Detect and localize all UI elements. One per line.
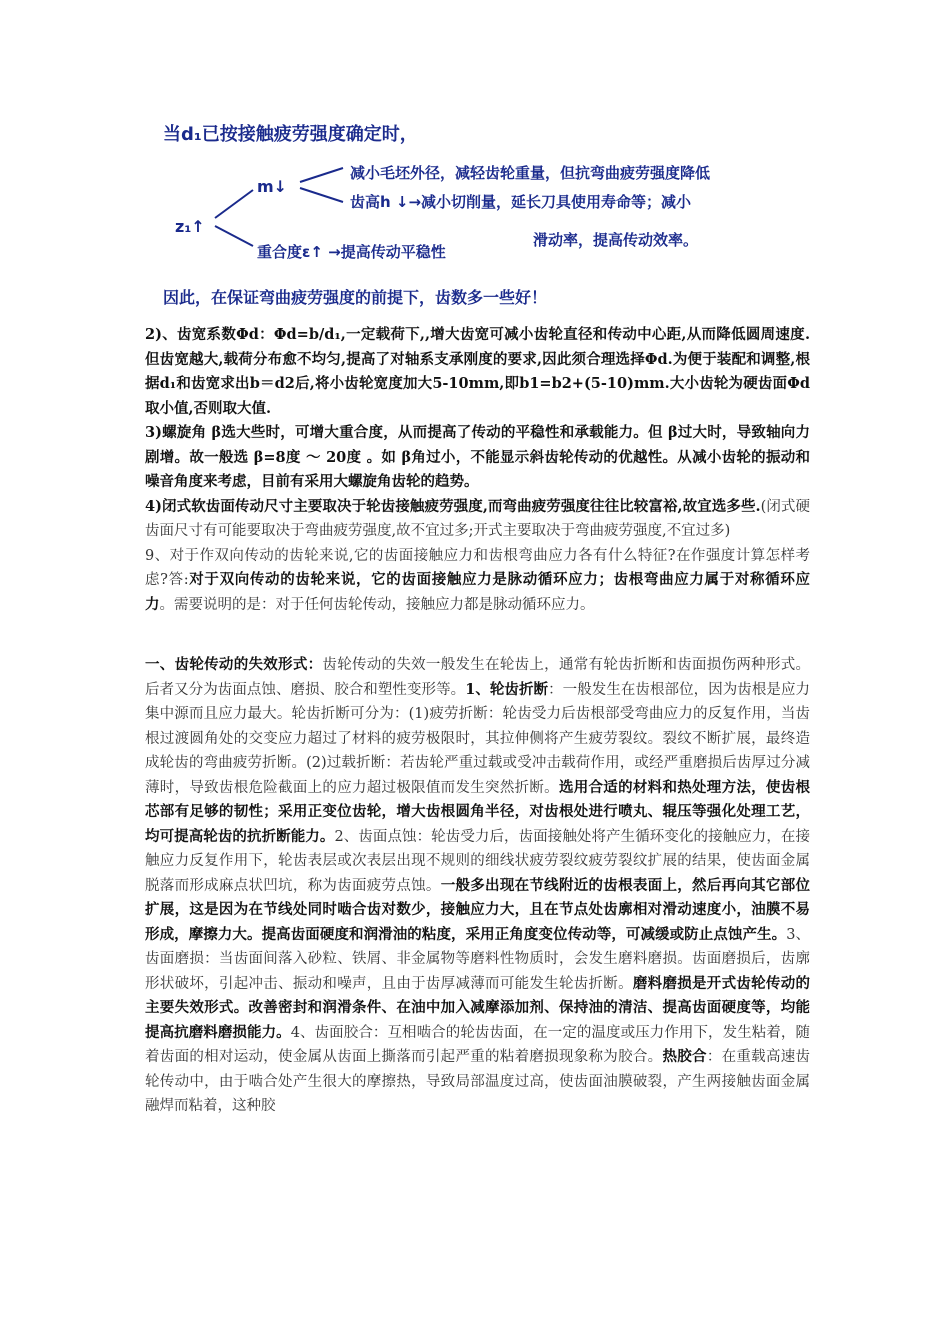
diagram-title: 当d₁已按接触疲劳强度确定时，	[163, 124, 418, 145]
z1-label: z₁↑	[175, 217, 205, 236]
arrow-m-to-bottom	[300, 188, 343, 202]
s2-text: 齿轮传动的失效一般发生在轮齿上，通常有轮齿折断和齿面损伤两种形式。后者又分为齿面点蚀、磨损、胶合和塑性变形等。	[145, 657, 811, 698]
branch-m-bottom: 齿高h ↓→减小切削量，延长刀具使用寿命等；减小	[350, 193, 692, 211]
s8-wear: 3、齿面磨损：当齿面间落入砂粒、铁屑、非金属物等磨料性物质时，会发生磨料磨损。齿面磨损后，齿廓形状破坏，引起冲击、振动和噪声，且由于齿厚减薄而可能发生轮齿折断。	[145, 926, 811, 992]
s6-pitting: 2、齿面点蚀：轮齿受力后，齿面接触处将产生循环变化的接触应力，在接触应力反复作用下，轮齿表层或次表层出现不规则的细线状疲劳裂纹疲劳裂纹扩展的结果，使齿面金属脱落而形成麻点状凹坑，称为齿面疲劳点蚀。	[145, 828, 810, 894]
para4-bold: 4)闭式软齿面传动尺寸主要取决于轮齿接触疲劳强度,而弯曲疲劳强度往往比较富裕,故宜选多些.	[145, 497, 761, 515]
s10-scuffing: 4、齿面胶合：互相啮合的轮齿齿面，在一定的温度或压力作用下，发生粘着，随着齿面的相对运动，使金属从齿面上撕落而引起严重的粘着磨损现象称为胶合。	[145, 1024, 810, 1065]
arrow-z1-to-m	[215, 190, 253, 218]
para-question-9	[145, 544, 810, 618]
s7-bold: 一般多出现在节线附近的齿根表面上，然后再向其它部位扩展，这是因为在节线处同时啮合齿对数少，接触应力大，且在节点处齿廓相对滑动速度小，油膜不易形成，摩擦力大。提高齿面硬度和润滑油的粘度，采用正角度变位传动等，可减缓或防止点蚀产生。	[145, 876, 811, 943]
section-gear-failure-modes	[145, 653, 810, 1119]
branch-m-top: 减小毛坯外径，减轻齿轮重量，但抗弯曲疲劳强度降低	[350, 164, 711, 182]
m-label: m↓	[257, 177, 288, 196]
s3-tooth-breakage: 1、轮齿折断	[465, 680, 549, 698]
arrow-z1-to-eps	[215, 226, 253, 246]
s12-text: ：在重载高速齿轮传动中，由于啮合处产生很大的摩擦热，导致局部温度过高，使齿面油膜破裂，产生两接触齿面金属融焊而粘着，这种胶	[145, 1049, 811, 1114]
q9-answer-bold: 对于双向传动的齿轮来说，它的齿面接触应力是脉动循环应力；齿根弯曲应力属于对称循环应力	[145, 571, 810, 613]
s4-text: ：一般发生在齿根部位，因为齿根是应力集中源而且应力最大。轮齿折断可分为：(1)疲劳折断：轮齿受力后齿根部受弯曲应力的反复作用，当齿根过渡圆角处的交变应力超过了材料的疲劳极限时，其拉伸侧将产生疲劳裂纹。裂纹不断扩展，最终造成轮齿的弯曲疲劳折断。(2)过载折断：若齿轮严重过载或受冲击载荷作用，或经严重磨损后齿厚过分减薄时，导致齿根危险截面上的应力超过极限值而发生突然折断。	[145, 681, 811, 796]
q9-answer-tail: 。需要说明的是：对于任何齿轮传动，接触应力都是脉动循环应力。	[159, 596, 595, 613]
branch-m-bottom-2: 滑动率，提高传动效率。	[533, 231, 699, 249]
arrow-m-to-top	[300, 168, 343, 182]
para-helix-angle: 3)螺旋角 β选大些时，可增大重合度，从而提高了传动的平稳性和承载能力。但 β过大时，导致轴向力剧增。故一般选 β=8度 ～ 20度 。如 β角过小，不能显示斜齿轮传动的优越性。从减小齿轮的振动和噪音角度来考虑，目前有采用大螺旋角齿轮的趋势。	[145, 424, 810, 490]
s1-heading: 一、齿轮传动的失效形式：	[145, 656, 323, 673]
branch-eps: 重合度ε↑ →提高传动平稳性	[257, 243, 446, 261]
s11-hot-scuffing: 热胶合	[662, 1048, 707, 1065]
gear-teeth-diagram	[145, 110, 815, 310]
para4-normal: (闭式硬齿面尺寸有可能要取决于弯曲疲劳强度,故不宜过多;开式主要取决于弯曲疲劳强度,不宜过多)	[145, 498, 810, 539]
para-face-width-coefficient: 2)、齿宽系数Φd：Φd=b/d₁,一定载荷下,,增大齿宽可减小齿轮直径和传动中心距,从而降低圆周速度.但齿宽越大,载荷分布愈不均匀,提高了对轴系支承刚度的要求,因此须合理选择Φd.为便于装配和调整,根据d₁和齿宽求出b＝d2后,将小齿轮宽度加大5-10mm,即b1=b2+(5-10)mm.大小齿轮为硬齿面Φd取小值,否则取大值.	[145, 326, 810, 417]
diagram-conclusion: 因此，在保证弯曲疲劳强度的前提下，齿数多一些好！	[163, 288, 548, 307]
document-body	[145, 323, 810, 1119]
section-gap	[145, 617, 810, 653]
q9-question: 9、对于作双向传动的齿轮来说,它的齿面接触应力和齿根弯曲应力各有什么特征?在作强度计算怎样考虑?答:	[145, 547, 810, 588]
para-soft-face-transmission	[145, 495, 810, 544]
s9-bold: 磨料磨损是开式齿轮传动的主要失效形式。改善密封和润滑条件、在油中加入减摩添加剂、保持油的清洁、提高齿面硬度等，均能提高抗磨料磨损能力。	[145, 974, 810, 1041]
s5-bold: 选用合适的材料和热处理方法，使齿根芯部有足够的韧性；采用正变位齿轮，增大齿根圆角半径，对齿根处进行喷丸、辊压等强化处理工艺，均可提高轮齿的抗折断能力。	[145, 778, 810, 845]
